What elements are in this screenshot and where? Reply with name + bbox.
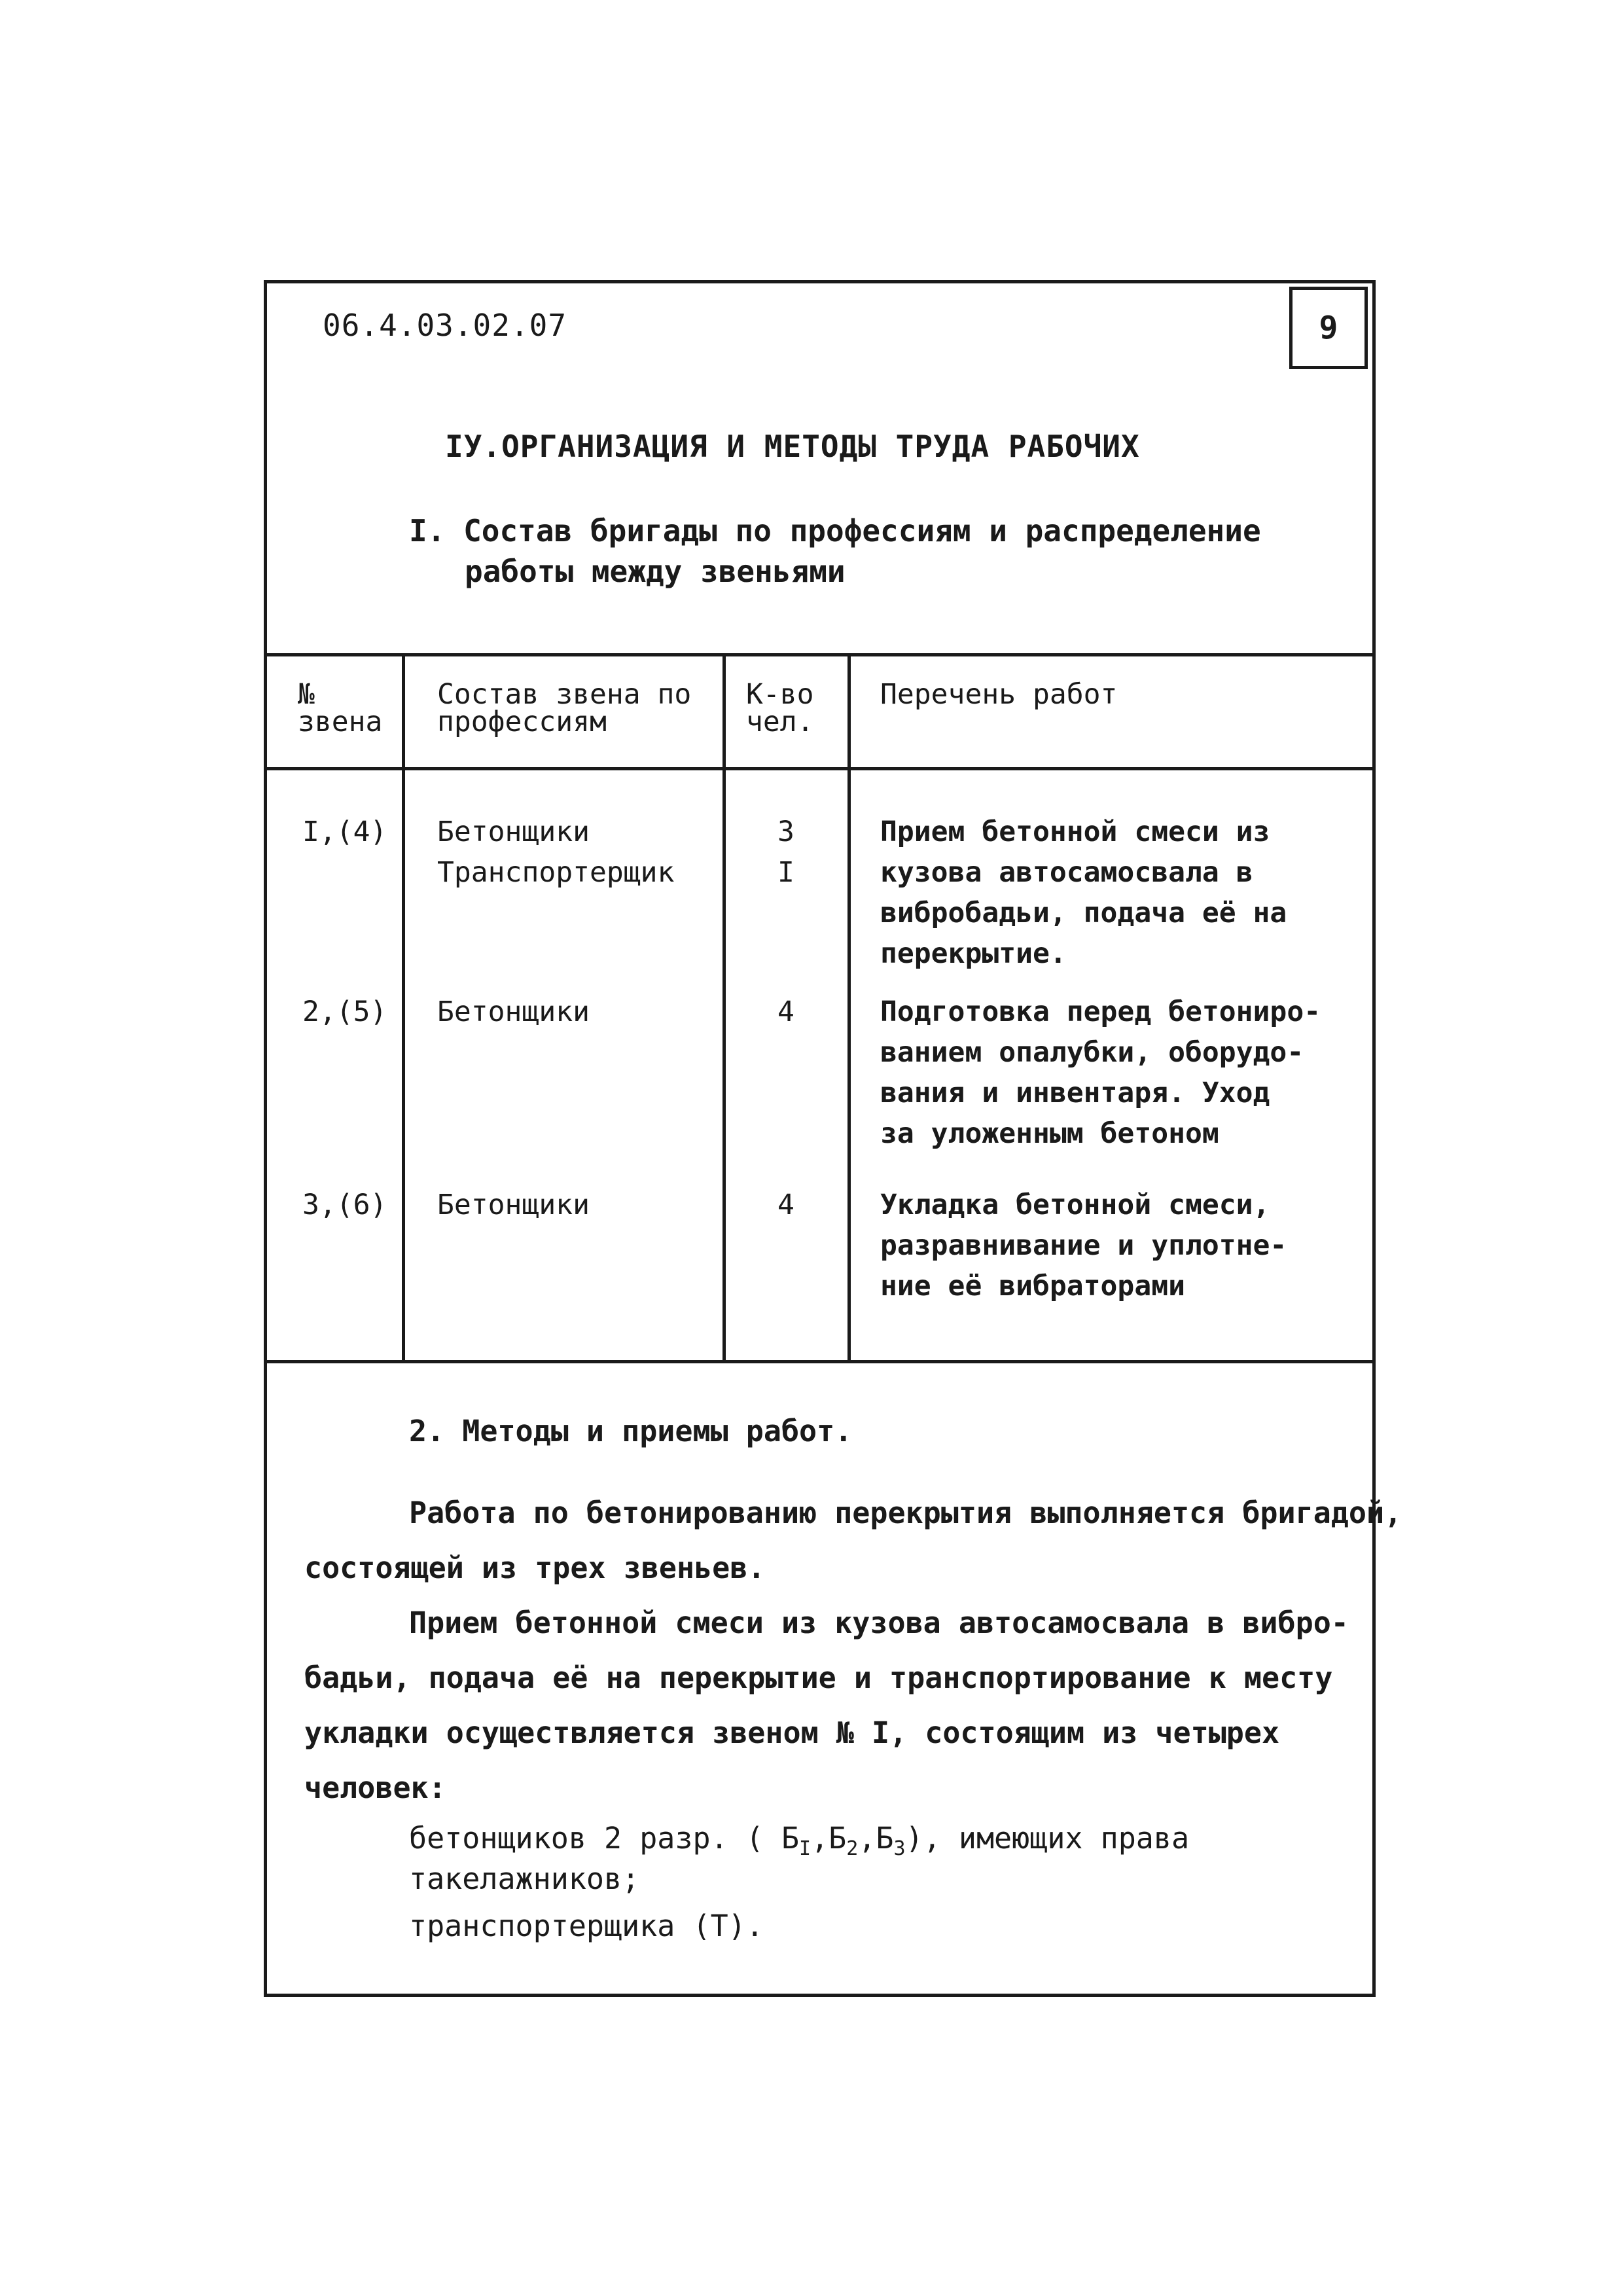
row2-profession-1: Бетонщики bbox=[437, 996, 590, 1028]
row1-work-line2: кузова автосамосвала в bbox=[880, 856, 1253, 889]
methods-p1-line1: Работа по бетонированию перекрытия выполняется бригадой, bbox=[409, 1496, 1402, 1530]
row2-work-line2: ванием опалубки, оборудо- bbox=[880, 1036, 1304, 1069]
row3-unit: 3,(6) bbox=[302, 1189, 387, 1221]
row1-profession-2: Транспортерщик bbox=[437, 856, 675, 889]
methods-p2-line3: укладки осуществляется звеном № I, состоящим из четырех bbox=[304, 1715, 1280, 1750]
row2-unit: 2,(5) bbox=[302, 996, 387, 1028]
methods-title: 2. Методы и приемы работ. bbox=[409, 1414, 853, 1448]
row2-work-line3: вания и инвентаря. Уход bbox=[880, 1077, 1270, 1109]
row1-work-line4: перекрытие. bbox=[880, 937, 1067, 970]
methods-p2-line2: бадьи, подача её на перекрытие и транспортирование к месту bbox=[304, 1660, 1333, 1695]
row1-count-1: 3 bbox=[777, 816, 794, 848]
header-count: К-во чел. bbox=[746, 678, 814, 738]
table-col-divider-2 bbox=[722, 655, 726, 1363]
row1-count-2: I bbox=[777, 856, 794, 889]
table-bottom-border bbox=[264, 1360, 1376, 1363]
row1-profession-1: Бетонщики bbox=[437, 816, 590, 848]
header-composition: Состав звена по профессиям bbox=[437, 678, 692, 738]
row3-work-line2: разравнивание и уплотне- bbox=[880, 1229, 1287, 1262]
row2-count-1: 4 bbox=[777, 996, 794, 1028]
table-col-divider-1 bbox=[402, 655, 405, 1363]
row2-work-line4: за уложенным бетоном bbox=[880, 1117, 1219, 1150]
row1-work-line1: Прием бетонной смеси из bbox=[880, 816, 1270, 848]
row3-work-line3: ние её вибраторами bbox=[880, 1270, 1185, 1302]
page-number: 9 bbox=[1289, 287, 1368, 369]
row3-work-line1: Укладка бетонной смеси, bbox=[880, 1189, 1270, 1221]
subsection-title bbox=[409, 511, 1261, 592]
header-unit-number: № звена bbox=[298, 678, 383, 738]
subsection-title-line2: работы между звеньями bbox=[465, 554, 846, 589]
row3-count-1: 4 bbox=[777, 1189, 794, 1221]
methods-p1-line2: состоящей из трех звеньев. bbox=[304, 1551, 766, 1585]
row2-work-line1: Подготовка перед бетониро- bbox=[880, 996, 1321, 1028]
worker-list-item-1-cont: такелажников; bbox=[409, 1861, 640, 1896]
row3-profession-1: Бетонщики bbox=[437, 1189, 590, 1221]
methods-p2-line1: Прием бетонной смеси из кузова автосамосвала в вибро- bbox=[409, 1605, 1349, 1640]
table-top-border bbox=[264, 653, 1376, 656]
document-code: 06.4.03.02.07 bbox=[323, 308, 567, 343]
worker-list-item-1: бетонщиков 2 разр. ( $Б_I,Б_2,Б_3$), имеющих права bbox=[409, 1821, 1190, 1860]
row1-unit: I,(4) bbox=[302, 816, 387, 848]
methods-p2-line4: человек: bbox=[304, 1770, 446, 1805]
subsection-title-line1: I. Состав бригады по профессиям и распределение bbox=[409, 513, 1261, 548]
worker-list-item-2: транспортерщика (Т). bbox=[409, 1909, 764, 1943]
row1-work-line3: вибробадьи, подача её на bbox=[880, 897, 1287, 929]
header-work-list: Перечень работ bbox=[880, 678, 1118, 711]
table-col-divider-3 bbox=[847, 655, 851, 1363]
table-header-divider bbox=[264, 767, 1376, 770]
section-title: IУ.ОРГАНИЗАЦИЯ И МЕТОДЫ ТРУДА РАБОЧИХ bbox=[445, 429, 1140, 464]
